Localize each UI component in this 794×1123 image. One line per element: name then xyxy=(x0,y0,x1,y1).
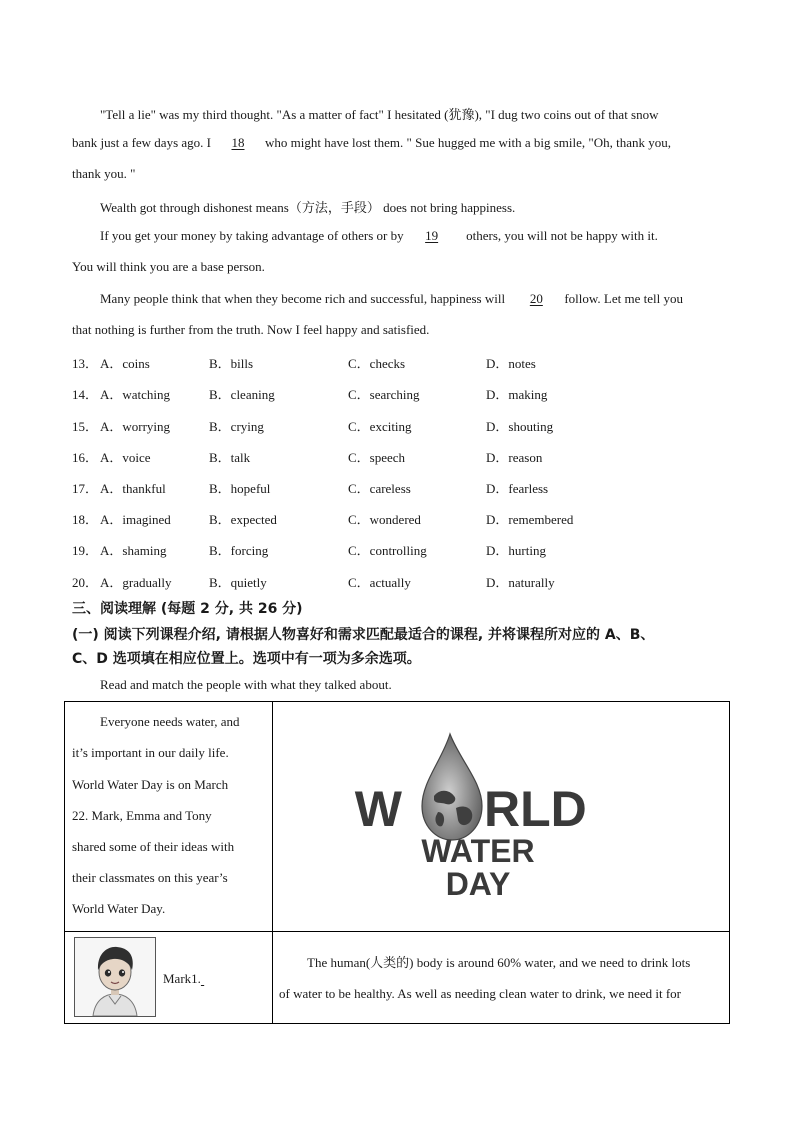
logo-text-w: W xyxy=(354,781,402,837)
intro-line: 22. Mark, Emma and Tony xyxy=(72,808,212,823)
mark-label: Mark1. xyxy=(163,971,257,987)
passage-line: If you get your money by taking advantage of others or by 19 others, you will not be happy with it. xyxy=(100,228,658,243)
boy-avatar-icon xyxy=(75,938,155,1016)
logo-text-water: WATER xyxy=(421,833,535,869)
mark-answer-blank[interactable] xyxy=(201,971,257,987)
intro-line: it’s important in our daily life. xyxy=(72,745,229,760)
blank-18: 18 xyxy=(231,135,245,150)
passage-line: Wealth got through dishonest means（方法，手段） does not bring happiness. xyxy=(100,200,516,215)
table-divider xyxy=(65,931,729,932)
passage-line: "Tell a lie" was my third thought. "As a matter of fact" I hesitated (犹豫), "I dug two coins out of that snow xyxy=(100,107,659,122)
intro-line: shared some of their ideas with xyxy=(72,839,235,854)
intro-line: Everyone needs water, and xyxy=(100,714,240,729)
section-subheading: (一) 阅读下列课程介绍, 请根据人物喜好和需求匹配最适合的课程, 并将课程所对应的 A、B、 xyxy=(72,627,655,643)
table-divider xyxy=(272,702,273,1023)
passage-line: bank just a few days ago. I 18 who might have lost them. " Sue hugged me with a big smile, "Oh, thank you, xyxy=(72,135,671,150)
mark-text-line: The human(人类的) body is around 60% water, and we need to drink lots xyxy=(307,955,691,970)
document-page: "Tell a lie" was my third thought. "As a matter of fact" I hesitated (犹豫), "I dug two coins out of that snow bank just a few days ago. I 18 who might have lost them. " Sue hugged me with a big smile, "Oh, thank you, thank you. " Wealth got through dishonest means（方法，手段） does not bring happiness. If you get your money by taking advantage of others or by 19 others, you will not be happy with it. You will think you are a base person. Many people think that when they become rich and successful, happiness will 20 follow. Let me tell you that nothing is further from the truth. Now I feel happy and satisfied. 13． A．coins B．bills C．checks D．notes 14． A．watching B．cleaning C．searching D．making 15． A．worrying B．crying C．exciting D．shouting 16． A．voice B．talk C．speech D．reason 17． A．thankful B．hopeful C．careless D．fearless 18． A．imagined B．expected C．wondered D．remembered 19． A．shaming B．forcing C．controlling D．hurting 20． A．gradually B．quietly C．actually D．naturally 三、阅读理解 (每题 2 分, 共 26 分) (一) 阅读下列课程介绍, 请根据人物喜好和需求匹配最适合的课程, 并将课程所对应的 A、B、 C、D 选项填在相应位置上。选项中有一项为多余选项。 Read and match the people with what they talked about. Everyone needs water, and it’s important in our daily life. World Water Day is on March 22. Mark, Emma and Tony shared some of their ideas with their classmates on this year’s World Water Day. W RLD WATER DAY Mark1. The human(人类的) body is around 60% water, and we need to drink lots of water to be healthy. As well as needing clean water to drink, we need it for xyxy=(0,0,794,1123)
passage-line: that nothing is further from the truth. Now I feel happy and satisfied. xyxy=(72,322,430,337)
blank-20: 20 xyxy=(529,291,543,306)
world-water-day-logo xyxy=(330,730,620,905)
instruction-text: Read and match the people with what they talked about. xyxy=(100,677,392,692)
section-subheading: C、D 选项填在相应位置上。选项中有一项为多余选项。 xyxy=(72,651,421,667)
passage-line: You will think you are a base person. xyxy=(72,259,265,274)
passage-line: thank you. " xyxy=(72,166,136,181)
logo-text-rld: RLD xyxy=(484,781,587,837)
mark-text-line: of water to be healthy. As well as needing clean water to drink, we need it for xyxy=(279,986,682,1001)
passage-line: Many people think that when they become rich and successful, happiness will 20 follow. Let me tell you xyxy=(100,291,683,306)
intro-line: their classmates on this year’s xyxy=(72,870,228,885)
section-heading: 三、阅读理解 (每题 2 分, 共 26 分) xyxy=(72,601,303,617)
blank-19: 19 xyxy=(425,228,439,243)
intro-line: World Water Day. xyxy=(72,901,166,916)
intro-line: World Water Day is on March xyxy=(72,777,229,792)
logo-text-day: DAY xyxy=(445,866,511,902)
avatar xyxy=(74,937,156,1017)
